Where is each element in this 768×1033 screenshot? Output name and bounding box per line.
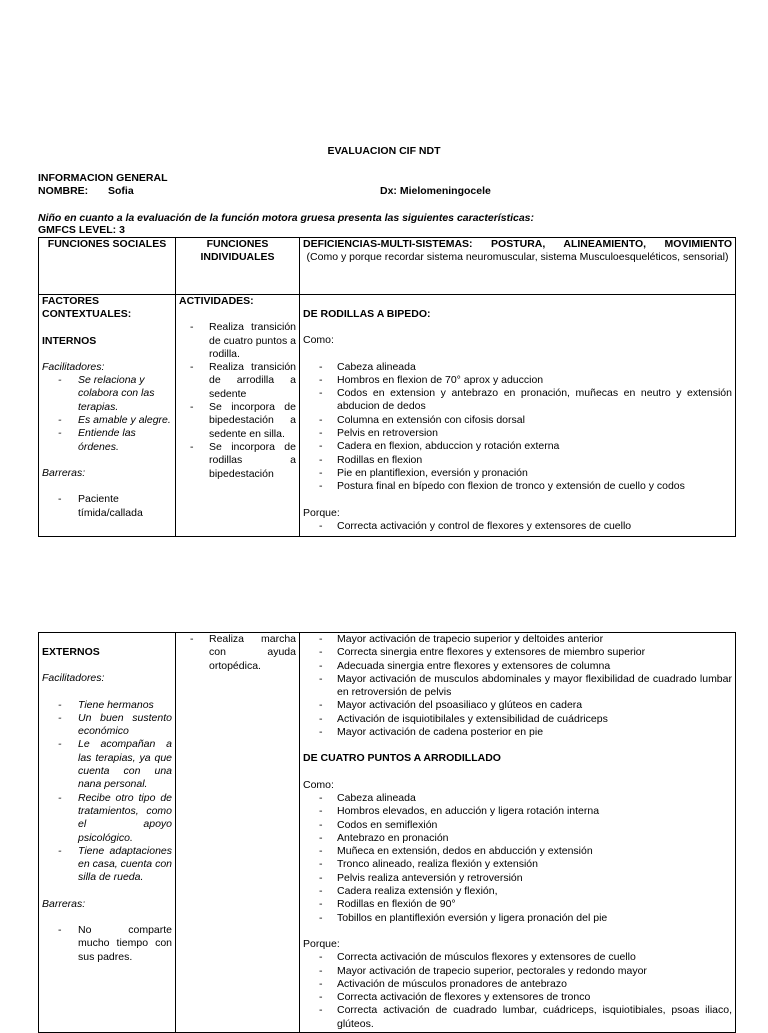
list-item: - Se incorpora de rodillas a bipedestación bbox=[173, 441, 296, 481]
list-item: - Realiza transición de arrodilla a sedente bbox=[173, 361, 296, 401]
list-item: - Mayor activación de trapecio superior, pectorales y redondo mayor bbox=[303, 965, 732, 978]
list-item: - Correcta sinergia entre flexores y extensores de miembro superior bbox=[303, 646, 732, 659]
facilitadores-externos-label: Facilitadores: bbox=[42, 672, 105, 685]
list-item: - Realiza marcha con ayuda ortopédica. bbox=[173, 633, 296, 673]
list-item: - Mayor activación de cadena posterior en pie bbox=[303, 726, 732, 739]
facilitadores-internos-list bbox=[42, 374, 172, 454]
header-deficiencias bbox=[300, 238, 736, 295]
col-deficiencias-cont bbox=[300, 633, 736, 1033]
list-item: - Es amable y alegre. bbox=[56, 414, 172, 427]
list-item: - Mayor activación de trapecio superior y deltoides anterior bbox=[303, 633, 732, 646]
list-item: - Tiene hermanos bbox=[56, 699, 172, 712]
porque-label: Porque: bbox=[303, 506, 340, 519]
document-title: EVALUACION CIF NDT bbox=[327, 145, 441, 157]
name-label: NOMBRE: bbox=[38, 185, 89, 197]
list-item: - Correcta activación de músculos flexores y extensores de cuello bbox=[303, 951, 732, 964]
col-actividades bbox=[176, 295, 300, 537]
list-item: - Un buen sustento económico bbox=[56, 712, 172, 739]
list-item: - Pelvis en retroversion bbox=[303, 427, 732, 440]
list-item: - Tobillos en plantiflexión eversión y ligera pronación del pie bbox=[303, 912, 732, 925]
list-item: - Pelvis realiza anteversión y retroversión bbox=[303, 872, 732, 885]
list-item: - Columna en extensión con cifosis dorsal bbox=[303, 414, 732, 427]
porque-list bbox=[303, 520, 732, 533]
col-deficiencias bbox=[300, 295, 736, 537]
porque-list-cont bbox=[303, 633, 732, 739]
col-factores-internos bbox=[39, 295, 176, 537]
list-item: - Cadera realiza extensión y flexión, bbox=[303, 885, 732, 898]
list-item: - Codos en semiflexión bbox=[303, 819, 732, 832]
list-item: - Realiza transición de cuatro puntos a rodilla. bbox=[173, 321, 296, 361]
list-item: - Muñeca en extensión, dedos en abducción y extensión bbox=[303, 845, 732, 858]
barreras-internas-label: Barreras: bbox=[42, 466, 86, 479]
list-item: - Correcta activación y control de flexores y extensores de cuello bbox=[303, 520, 732, 533]
list-item: - Adecuada sinergia entre flexores y extensores de columna bbox=[303, 660, 732, 673]
list-item: - Correcta activación de cuadrado lumbar, cuádriceps, isquiotibiales, psoas iliaco, glúteos. bbox=[303, 1004, 732, 1031]
factores-contextuales-label: FACTORES CONTEXTUALES: bbox=[42, 295, 132, 321]
evaluation-table-page2 bbox=[38, 632, 736, 1033]
como-list bbox=[303, 361, 732, 494]
barreras-externas-label: Barreras: bbox=[42, 897, 86, 910]
barreras-externas-list bbox=[42, 924, 172, 964]
list-item: - Activación de isquiotibilales y extensibilidad de cuádriceps bbox=[303, 713, 732, 726]
list-item: - Rodillas en flexion bbox=[303, 454, 732, 467]
list-item: - Cabeza alineada bbox=[303, 361, 732, 374]
porque-list-2 bbox=[303, 951, 732, 1031]
como-label: Como: bbox=[303, 778, 334, 791]
header-deficiencias-title: DEFICIENCIAS-MULTI-SISTEMAS: POSTURA, ALINEAMIENTO, MOVIMIENTO bbox=[303, 238, 732, 250]
list-item: - Codos en extension y antebrazo en pronación, muñecas en neutro y extensión abducion de dedos bbox=[303, 387, 732, 414]
list-item: - Antebrazo en pronación bbox=[303, 832, 732, 845]
header-funciones-sociales: FUNCIONES SOCIALES bbox=[39, 238, 176, 295]
list-item: - Mayor activación de musculos abdominales y mayor flexibilidad de cuadrado lumbar en retroversión de pelvis bbox=[303, 673, 732, 700]
list-item: - Le acompañan a las terapias, ya que cuenta con una nana personal. bbox=[56, 738, 172, 791]
evaluation-table-page1 bbox=[38, 237, 736, 537]
list-item: - Recibe otro tipo de tratamientos, como el apoyo psicológico. bbox=[56, 792, 172, 845]
list-item: - Rodillas en flexión de 90° bbox=[303, 898, 732, 911]
list-item: - Cadera en flexion, abduccion y rotación externa bbox=[303, 440, 732, 453]
list-item: - Se incorpora de bipedestación a sedente en silla. bbox=[173, 401, 296, 441]
intro-text: Niño en cuanto a la evaluación de la función motora gruesa presenta las siguientes características: bbox=[38, 212, 534, 224]
gmfcs-level: GMFCS LEVEL: 3 bbox=[38, 224, 125, 236]
list-item: - Paciente tímida/callada bbox=[56, 493, 172, 520]
general-info-heading: INFORMACION GENERAL bbox=[38, 172, 168, 184]
list-item: - Tronco alineado, realiza flexión y extensión bbox=[303, 858, 732, 871]
list-item: - Entiende las órdenes. bbox=[56, 427, 172, 454]
facilitadores-internos-label: Facilitadores: bbox=[42, 360, 105, 373]
list-item: - Activación de músculos pronadores de antebrazo bbox=[303, 978, 732, 991]
list-item: - Cabeza alineada bbox=[303, 792, 732, 805]
col-factores-externos bbox=[39, 633, 176, 1033]
externos-label: EXTERNOS bbox=[42, 646, 100, 658]
list-item: - Se relaciona y colabora con las terapias. bbox=[56, 374, 172, 414]
internos-label: INTERNOS bbox=[42, 334, 97, 347]
actividades-list bbox=[173, 321, 296, 481]
facilitadores-externos-list bbox=[42, 699, 172, 885]
header-deficiencias-subtitle: (Como y porque recordar sistema neuromuscular, sistema Musculoesqueléticos, sensorial) bbox=[306, 251, 729, 264]
actividades-list-cont bbox=[173, 633, 296, 673]
list-item: - Postura final en bípedo con flexion de tronco y extensión de cuello y codos bbox=[303, 480, 732, 493]
diagnosis: Dx: Mielomeningocele bbox=[380, 185, 491, 197]
list-item: - Pie en plantiflexion, eversión y pronación bbox=[303, 467, 732, 480]
list-item: - No comparte mucho tiempo con sus padres. bbox=[56, 924, 172, 964]
list-item: - Correcta activación de flexores y extensores de tronco bbox=[303, 991, 732, 1004]
como-label: Como: bbox=[303, 334, 334, 347]
porque-label: Porque: bbox=[303, 937, 340, 950]
list-item: - Tiene adaptaciones en casa, cuenta con silla de rueda. bbox=[56, 845, 172, 885]
actividades-label: ACTIVIDADES: bbox=[179, 295, 254, 307]
name-value: Sofia bbox=[108, 185, 134, 197]
col-actividades-cont bbox=[176, 633, 300, 1033]
list-item: - Hombros elevados, en aducción y ligera rotación interna bbox=[303, 805, 732, 818]
barreras-internas-list bbox=[42, 493, 172, 520]
list-item: - Hombros en flexion de 70° aprox y aduccion bbox=[303, 374, 732, 387]
list-item: - Mayor activación del psoasiliaco y glúteos en cadera bbox=[303, 699, 732, 712]
section-cuatro-puntos: DE CUATRO PUNTOS A ARRODILLADO bbox=[303, 752, 501, 765]
header-funciones-individuales: FUNCIONES INDIVIDUALES bbox=[176, 238, 300, 295]
como-list-2 bbox=[303, 792, 732, 925]
section-rodillas-bipedo: DE RODILLAS A BIPEDO: bbox=[303, 308, 431, 320]
